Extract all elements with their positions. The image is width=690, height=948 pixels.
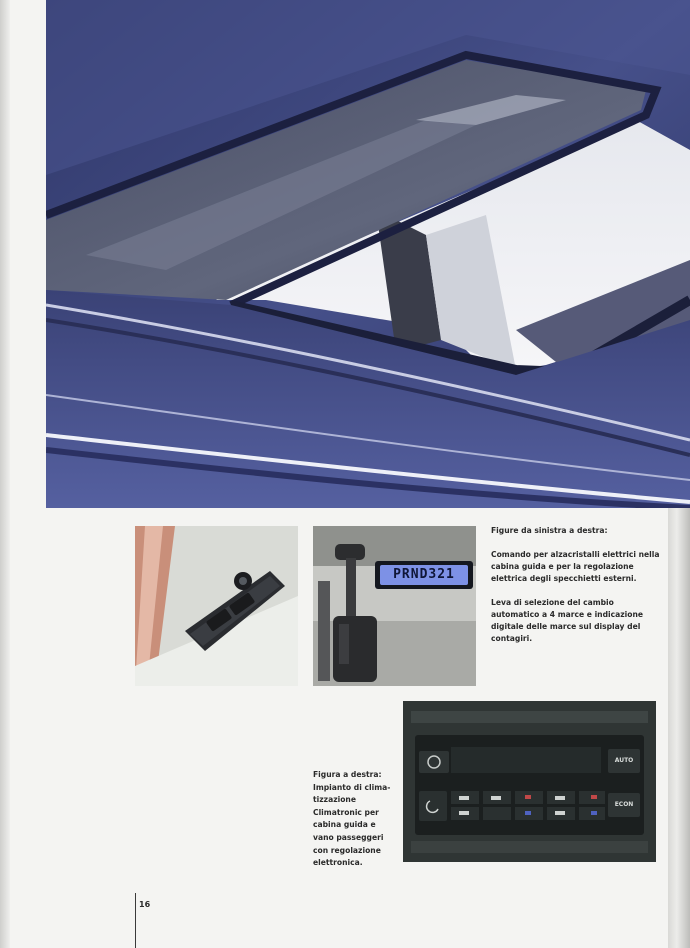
caption-heading: Figure da sinistra a destra: [491, 526, 608, 535]
page-number: 16 [139, 900, 151, 909]
climate-panel-photo [403, 701, 656, 862]
econ-button: ECON [614, 801, 634, 808]
caption-climate: Impianto di clima-tizzazione Climatronic per cabina guida e vano passeggeri con regolazione elettronica. [313, 782, 391, 868]
auto-button: AUTO [614, 757, 634, 764]
caption-gear-selector: Leva di selezione del cambio automatico a 4 marce e indicazione digitale delle marce sul display del contagiri. [491, 598, 644, 643]
gear-selector-photo [313, 526, 476, 686]
caption-window-controls: Comando per alzacristalli elettrici nella cabina guida e per la regolazione elettrica degli specchietti esterni. [491, 550, 660, 583]
captions-top [491, 525, 661, 657]
page-rule [135, 893, 136, 948]
caption-climate-heading: Figura a destra: [313, 770, 382, 779]
page-edge-left [0, 0, 10, 948]
gear-display-text: PRND321 [393, 567, 455, 582]
captions-climate [313, 769, 391, 870]
sunroof-photo [46, 0, 690, 508]
window-switch-photo [135, 526, 298, 686]
